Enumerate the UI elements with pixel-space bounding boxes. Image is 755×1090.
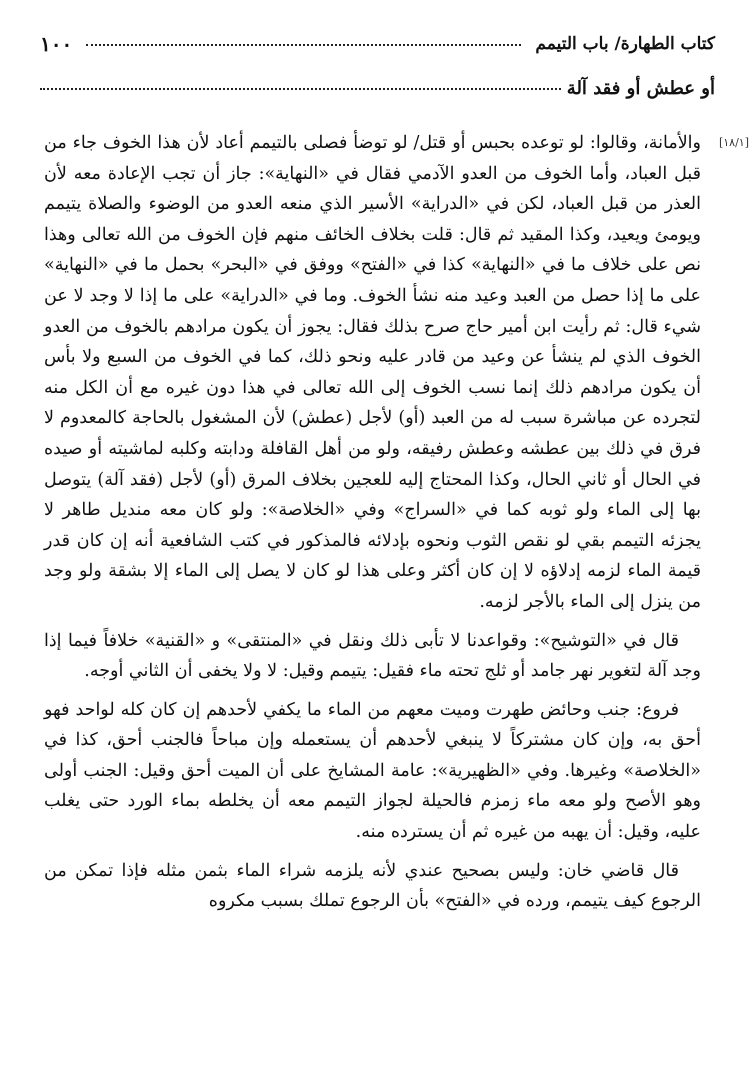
matn-line	[40, 78, 715, 99]
paragraph: فروع: جنب وحائض طهرت وميت معهم من الماء ما يكفي لأحدهم إن كان كله لواحد فهو أحق به، وإن كان مشتركاً لا ينبغي لأحدهم أن يستعمله وإن مباحاً فالجنب أحق، كذا في «الخلاصة» وغيرها. وفي «الظهيرية»: عامة المشايخ على أن الميت أحق وقيل: الجنب أولى وهو الأصح ولو معه ماء زمزم فالحيلة لجواز التيمم معه أن يخلطه بماء الورد حتى يغلب عليه، وقيل: أن يهبه من غيره ثم أن يسترده منه.	[44, 699, 701, 843]
paragraph: قال قاضي خان: وليس بصحيح عندي لأنه يلزمه شراء الماء بثمن مثله فإذا تمكن من الرجوع كيف يتيمم، ورده في «الفتح» بأن الرجوع تملك بسبب مكروه	[44, 860, 701, 912]
folio-marker: [١٨/١]	[718, 136, 749, 149]
paragraph: قال في «التوشيح»: وقواعدنا لا تأبى ذلك ونقل في «المنتقى» و «القنية» خلافاً فيما إذا وجد آلة لتغوير نهر جامد أو ثلج تحته ماء فقيل: يتيمم وقيل: لا ولا يخفى أن الثاني أوجه.	[44, 630, 701, 682]
commentary-body	[44, 128, 701, 925]
book-title: كتاب الطهارة/ باب التيمم	[535, 34, 715, 54]
matn-dotted-rule	[40, 87, 561, 90]
page-number: ١٠٠	[40, 32, 73, 56]
header-dotted-rule	[86, 43, 521, 46]
running-header	[40, 30, 715, 58]
matn-text: أو عطش أو فقد آلة	[566, 78, 715, 99]
paragraph: والأمانة، وقالوا: لو توعده بحبس أو قتل/ لو توضأ فصلى بالتيمم أعاد لأن هذا الخوف جاء من قبل العباد، وأما الخوف من العدو الآدمي فقال في «النهاية»: جاز أن تجب الإعادة معه لأن العذر من قبل العباد، لكن في «الدراية» الأسير الذي منعه العدو من الوضوء والصلاة يتيمم ويومئ ويعيد، وكذا المقيد ثم قال: قلت بخلاف الخائف منهم فإن الخوف من الله تعالى وهذا نص على خلاف ما في «النهاية» كذا في «الفتح» ووفق في «البحر» بحمل ما في «النهاية» على ما إذا حصل من العبد وعيد منه نشأ الخوف. وما في «الدراية» على ما إذا لا وجد لا عن شيء قال: ثم رأيت ابن أمير حاج صرح بذلك فقال: يجوز أن يكون مرادهم بالخوف من العدو الخوف الذي لم ينشأ عن وعيد من قادر عليه ونحو ذلك، كما في الخوف من السبع ولا بأس أن يكون مرادهم ذلك إنما نسب الخوف إلى الله تعالى في هذا دون غيره مع أن الكل منه لتجرده عن مباشرة سبب له من العبد (أو) لأجل (عطش) لأن المشغول بالحاجة كالمعدوم لا فرق في ذلك بين عطشه وعطش رفيقه، ولو من أهل القافلة ودابته وكلبه لماشيته أو صيده في الحال أو ثاني الحال، وكذا المحتاج إليه للعجين بخلاف المرق (أو) لأجل (فقد آلة) يتوصل بها إلى الماء ولو ثوبه كما في «السراج» وفي «الخلاصة»: ولو كان معه منديل طاهر لا يجزئه التيمم بقي لو نقص الثوب ونحوه بإدلائه فالمذكور في كتب الشافعية أنه إن كان قدر قيمة الماء لزمه إدلاؤه لا إن كان أكثر وعلى هذا لو كان لا يصل إلى الماء إلا بشقة ولو وجد من ينزل إلى الماء بالأجر لزمه.	[44, 133, 701, 612]
